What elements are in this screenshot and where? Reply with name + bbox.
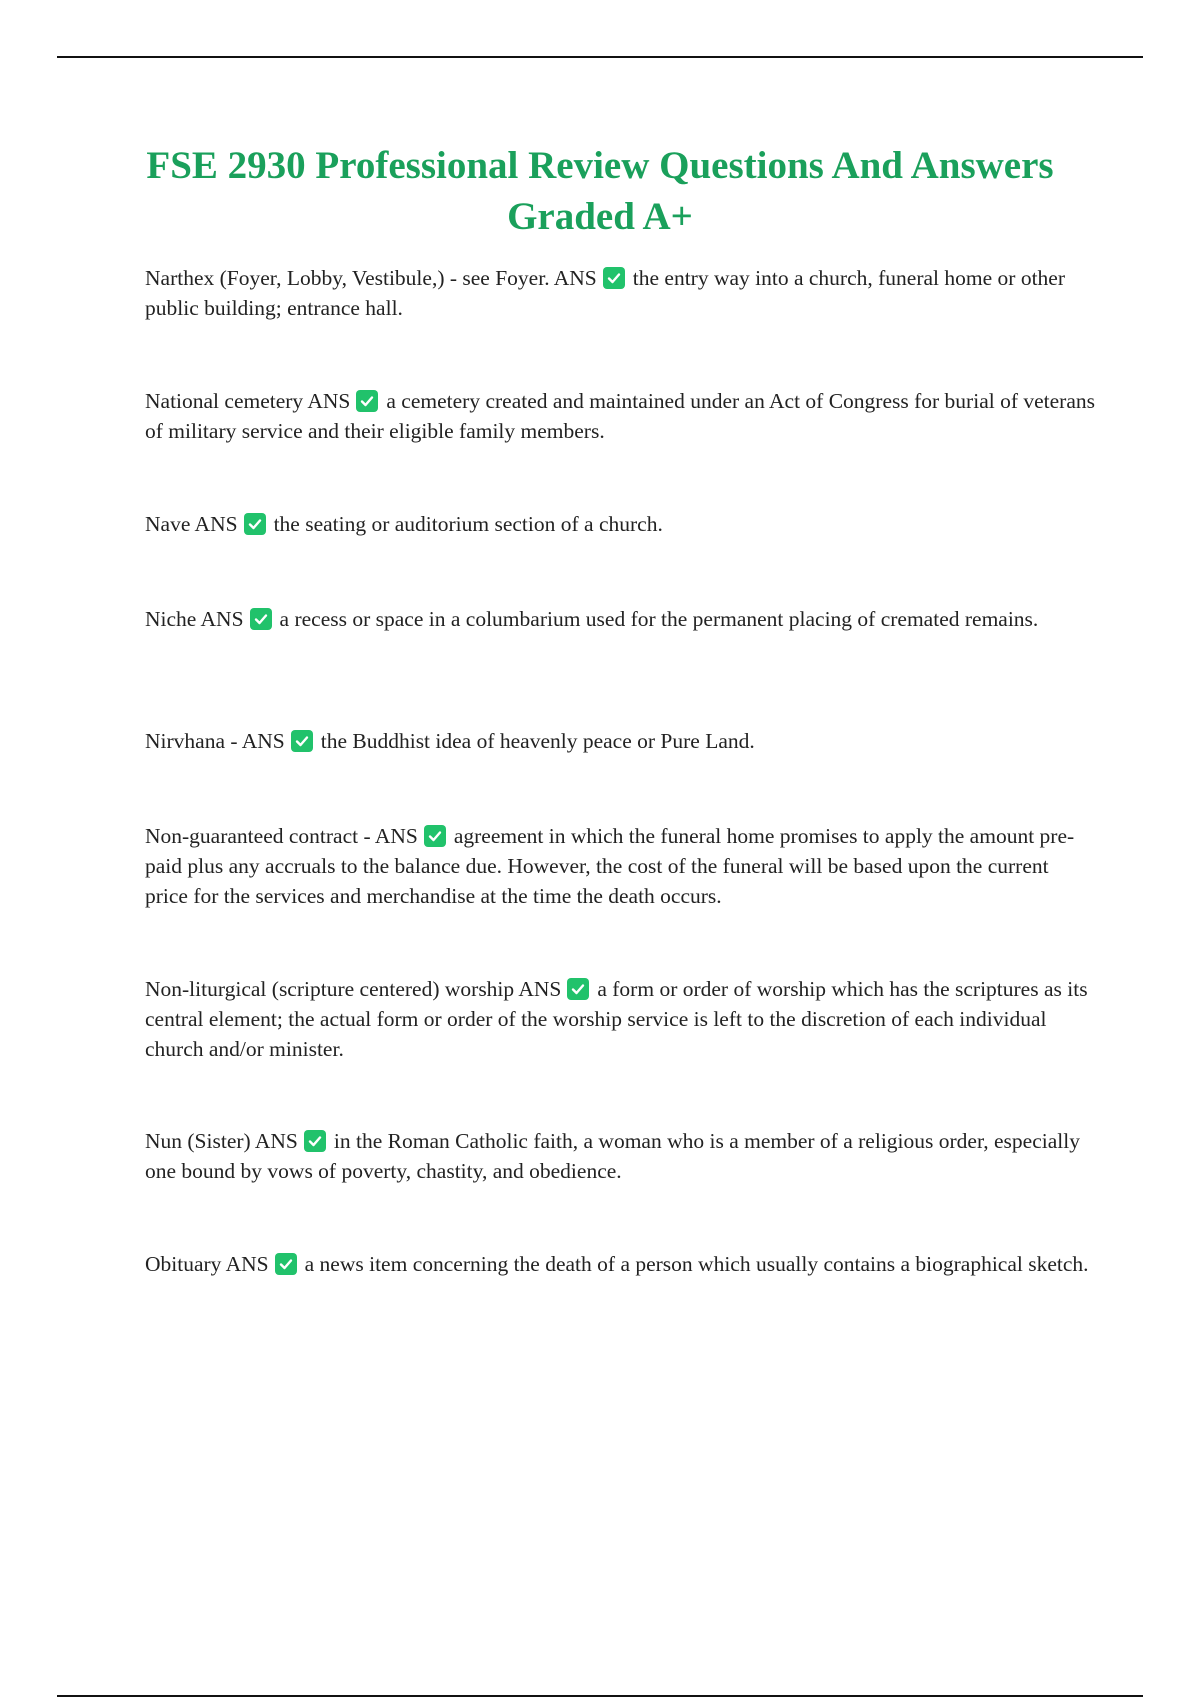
check-box-icon xyxy=(603,267,625,289)
entry-definition: the seating or auditorium section of a church. xyxy=(273,512,663,536)
entry-term: National cemetery ANS xyxy=(145,389,351,413)
entry-definition: a news item concerning the death of a person which usually contains a biographical sketch. xyxy=(304,1252,1089,1276)
entry-term: Nave ANS xyxy=(145,512,238,536)
check-box-icon xyxy=(567,978,589,1000)
entry-term: Nirvhana - ANS xyxy=(145,729,285,753)
qa-entry xyxy=(145,509,1095,539)
qa-entry xyxy=(145,726,1095,756)
entry-definition: the Buddhist idea of heavenly peace or Pure Land. xyxy=(320,729,755,753)
qa-entry xyxy=(145,1249,1095,1279)
check-box-icon xyxy=(250,608,272,630)
qa-entry xyxy=(145,821,1095,911)
document-title: FSE 2930 Professional Review Questions And Answers Graded A+ xyxy=(146,144,1054,238)
qa-entry xyxy=(145,604,1095,634)
check-box-icon xyxy=(424,825,446,847)
entry-term: Non-liturgical (scripture centered) worship ANS xyxy=(145,977,562,1001)
check-box-icon xyxy=(356,390,378,412)
bottom-rule xyxy=(57,1695,1143,1697)
entry-term: Obituary ANS xyxy=(145,1252,269,1276)
top-rule xyxy=(57,56,1143,58)
entry-term: Non-guaranteed contract - ANS xyxy=(145,824,418,848)
entry-term: Niche ANS xyxy=(145,607,244,631)
entry-term: Nun (Sister) ANS xyxy=(145,1129,298,1153)
qa-entry xyxy=(145,263,1095,323)
check-box-icon xyxy=(244,513,266,535)
check-box-icon xyxy=(291,730,313,752)
entry-definition: a form or order of worship which has the scriptures as its central element; the actual form or order of the worship service is left to the discretion of each individual church and/or minister. xyxy=(145,977,1088,1061)
entry-definition: agreement in which the funeral home promises to apply the amount pre-paid plus any accruals to the balance due. However, the cost of the funeral will be based upon the current price for the services and merchandise at the time the death occurs. xyxy=(145,824,1075,908)
check-box-icon xyxy=(304,1130,326,1152)
entry-definition: a cemetery created and maintained under an Act of Congress for burial of veterans of military service and their eligible family members. xyxy=(145,389,1095,443)
entry-definition: in the Roman Catholic faith, a woman who is a member of a religious order, especially one bound by vows of poverty, chastity, and obedience. xyxy=(145,1129,1080,1183)
entry-term: Narthex (Foyer, Lobby, Vestibule,) - see Foyer. ANS xyxy=(145,266,597,290)
entry-definition: a recess or space in a columbarium used for the permanent placing of cremated remains. xyxy=(279,607,1039,631)
check-box-icon xyxy=(275,1253,297,1275)
qa-entry xyxy=(145,974,1095,1064)
entry-definition: the entry way into a church, funeral home or other public building; entrance hall. xyxy=(145,266,1065,320)
qa-entry xyxy=(145,1126,1095,1186)
qa-entry xyxy=(145,386,1095,446)
